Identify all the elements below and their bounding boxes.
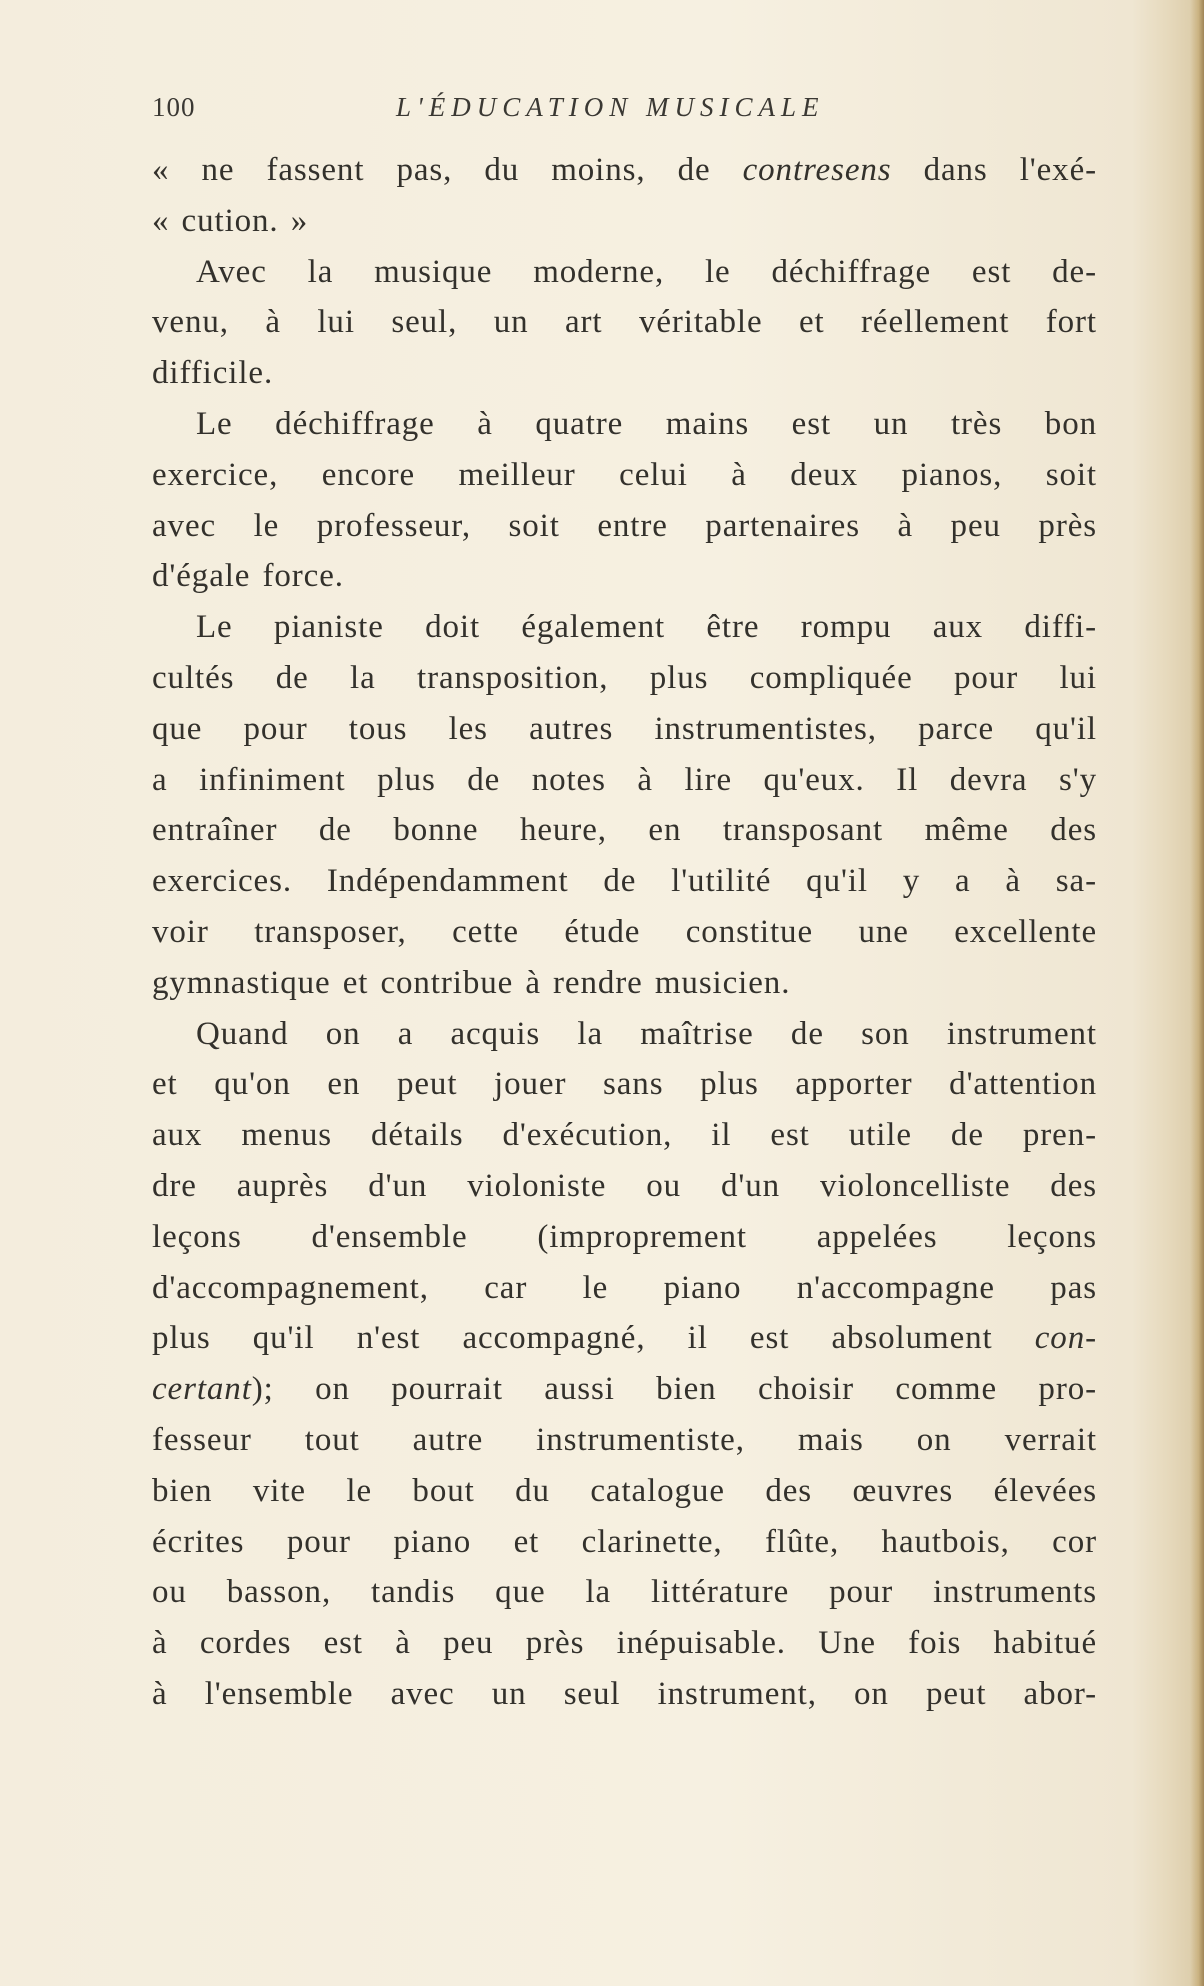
text-line: « ne fassent pas, du moins, de contresens dans l'exé-	[152, 152, 1098, 188]
running-title: L'ÉDUCATION MUSICALE	[396, 92, 825, 122]
text-line: Quand on a acquis la maîtrise de son instrument	[196, 1015, 1097, 1052]
text-line: Avec la musique moderne, le déchiffrage est de-	[196, 253, 1097, 290]
text-line: à l'ensemble avec un seul instrument, on peut abor-	[152, 1675, 1097, 1712]
page-edge-shadow	[1190, 0, 1204, 1986]
body-text	[152, 145, 1097, 1720]
text-line: a infiniment plus de notes à lire qu'eux. Il devra s'y	[152, 761, 1097, 798]
text-line: « cution. »	[152, 202, 309, 239]
text-line: et qu'on en peut jouer sans plus apporter d'attention	[152, 1066, 1097, 1103]
text-line: exercices. Indépendamment de l'utilité qu'il y a à sa-	[152, 863, 1097, 900]
emphasis-concertant: con-	[1034, 1320, 1097, 1357]
paragraph-transposition	[152, 602, 1097, 1008]
text-line: écrites pour piano et clarinette, flûte, hautbois, cor	[152, 1523, 1097, 1560]
text-line: voir transposer, cette étude constitue une excellente	[152, 913, 1097, 950]
text-line: Le pianiste doit également être rompu aux diffi-	[196, 609, 1097, 646]
text-line: exercice, encore meilleur celui à deux pianos, soit	[152, 456, 1097, 493]
paragraph-ensemble	[152, 1009, 1097, 1720]
emphasis-concertant-end: certant	[152, 1371, 252, 1408]
running-header	[152, 92, 1097, 132]
emphasis-contresens: contresens	[742, 152, 892, 188]
text-line: gymnastique et contribue à rendre musicien.	[152, 964, 791, 1001]
text-line: que pour tous les autres instrumentistes, parce qu'il	[152, 710, 1097, 747]
text-line: certant); on pourrait aussi bien choisir comme pro-	[152, 1371, 1097, 1408]
text-line: plus qu'il n'est accompagné, il est absolument con-	[152, 1320, 1097, 1357]
text-line: ou basson, tandis que la littérature pour instruments	[152, 1574, 1097, 1611]
paragraph-quatre-mains	[152, 399, 1097, 602]
text-line: fesseur tout autre instrumentiste, mais on verrait	[152, 1421, 1097, 1458]
text-line: avec le professeur, soit entre partenaires à peu près	[152, 507, 1097, 544]
text-line: d'égale force.	[152, 558, 344, 595]
text-line: entraîner de bonne heure, en transposant même des	[152, 812, 1097, 849]
text-line: difficile.	[152, 355, 274, 392]
paragraph-dechiffrage-moderne	[152, 247, 1097, 399]
text-line: cultés de la transposition, plus compliquée pour lui	[152, 659, 1097, 696]
page-number: 100	[152, 92, 196, 122]
text-line: aux menus détails d'exécution, il est utile de pren-	[152, 1117, 1097, 1154]
text-line: venu, à lui seul, un art véritable et réellement fort	[152, 304, 1097, 341]
text-line: à cordes est à peu près inépuisable. Une fois habitué	[152, 1625, 1097, 1662]
text-line: leçons d'ensemble (improprement appelées leçons	[152, 1218, 1097, 1255]
text-line: Le déchiffrage à quatre mains est un très bon	[196, 405, 1097, 442]
paragraph-quote-end	[152, 145, 1097, 247]
text-line: d'accompagnement, car le piano n'accompagne pas	[152, 1269, 1097, 1306]
text-line: dre auprès d'un violoniste ou d'un violoncelliste des	[152, 1167, 1097, 1204]
text-line: bien vite le bout du catalogue des œuvres élevées	[152, 1472, 1097, 1509]
